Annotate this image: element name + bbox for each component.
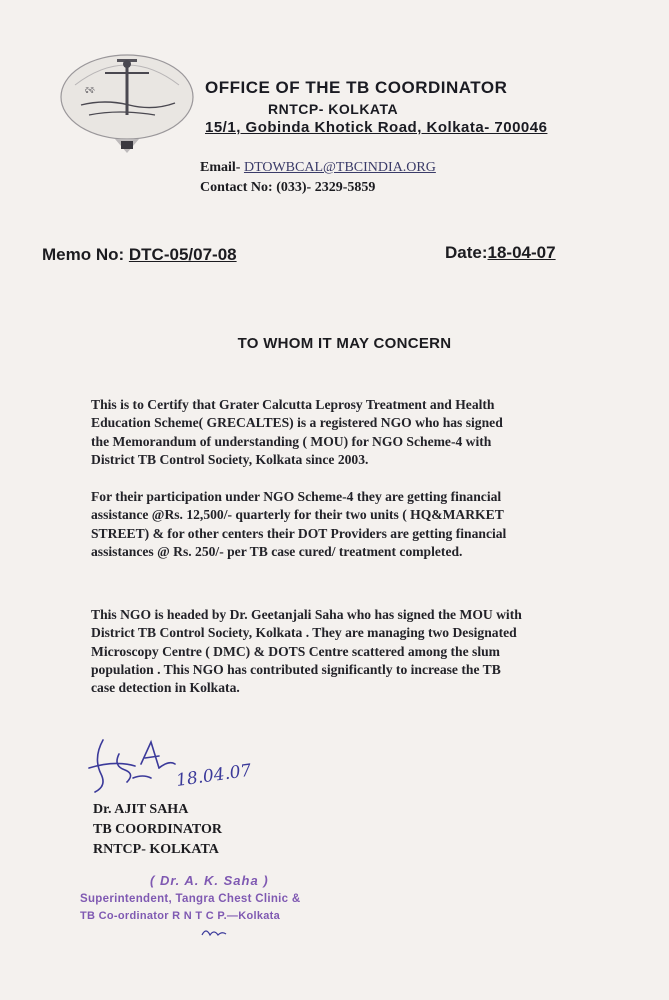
contact-line	[200, 178, 436, 198]
email-link[interactable]: DTOWBCAL@TBCINDIA.ORG	[243, 160, 436, 175]
email-label: Email-	[200, 160, 244, 175]
paragraph-line: This NGO is headed by Dr. Geetanjali Saha who has signed the MOU with	[91, 607, 522, 622]
signatory-name: Dr. AJIT SAHA	[93, 802, 189, 817]
contact-label: Contact No:	[200, 180, 277, 195]
office-address: 15/1, Gobinda Khotick Road, Kolkata- 700046	[205, 119, 548, 136]
document-heading: TO WHOM IT MAY CONCERN	[237, 335, 452, 352]
paragraph-financial	[91, 488, 661, 561]
handwritten-date: 18.04.07	[174, 760, 253, 791]
memo-number	[42, 245, 237, 265]
paragraph-ngo-head	[91, 606, 661, 697]
paragraph-line: population . This NGO has contributed significantly to increase the TB	[91, 661, 501, 677]
paragraph-line: District TB Control Society, Kolkata since 2003.	[91, 451, 369, 467]
contact-number: (033)- 2329-5859	[276, 180, 376, 195]
memo-label: Memo No:	[42, 245, 129, 264]
date-label: Date:	[445, 243, 488, 262]
handwritten-signature	[85, 730, 285, 800]
svg-text:ଟିବି: ଟିବି	[85, 87, 95, 95]
memo-date	[445, 243, 556, 263]
paragraph-certification	[91, 396, 661, 469]
paragraph-line: STREET) & for other centers their DOT Providers are getting financial	[91, 525, 507, 541]
paragraph-line: assistance @Rs. 12,500/- quarterly for their two units ( HQ&MARKET	[91, 507, 504, 523]
stamp-role: TB Co-ordinator R N T C P.—Kolkata	[80, 910, 281, 922]
signatory-office: RNTCP- KOLKATA	[93, 842, 219, 857]
paragraph-line: This is to Certify that Grater Calcutta Leprosy Treatment and Health	[91, 397, 495, 412]
paragraph-line: For their participation under NGO Scheme-4 they are getting financial	[91, 489, 502, 504]
memo-value: DTC-05/07-08	[128, 245, 237, 264]
paragraph-line: case detection in Kolkata.	[91, 680, 240, 696]
paragraph-line: Education Scheme( GRECALTES) is a registered NGO who has signed	[91, 415, 503, 431]
email-line	[200, 158, 436, 178]
stamp-designation: Superintendent, Tangra Chest Clinic &	[80, 893, 301, 905]
stamp-initials	[200, 925, 230, 939]
paragraph-line: District TB Control Society, Kolkata . They are managing two Designated	[91, 625, 517, 641]
paragraph-line: assistances @ Rs. 250/- per TB case cured/ treatment completed.	[91, 543, 463, 559]
paragraph-line: the Memorandum of understanding ( MOU) for NGO Scheme-4 with	[91, 433, 492, 449]
tb-program-logo	[55, 45, 205, 165]
signatory-title: TB COORDINATOR	[93, 822, 223, 837]
office-subtitle: RNTCP- KOLKATA	[268, 101, 399, 117]
stamp-name: ( Dr. A. K. Saha )	[150, 873, 269, 888]
paragraph-line: Microscopy Centre ( DMC) & DOTS Centre scattered among the slum	[91, 643, 501, 659]
office-title: OFFICE OF THE TB COORDINATOR	[205, 78, 508, 97]
signatory-block	[93, 800, 222, 860]
contact-block	[200, 158, 436, 198]
date-value: 18-04-07	[487, 243, 556, 262]
